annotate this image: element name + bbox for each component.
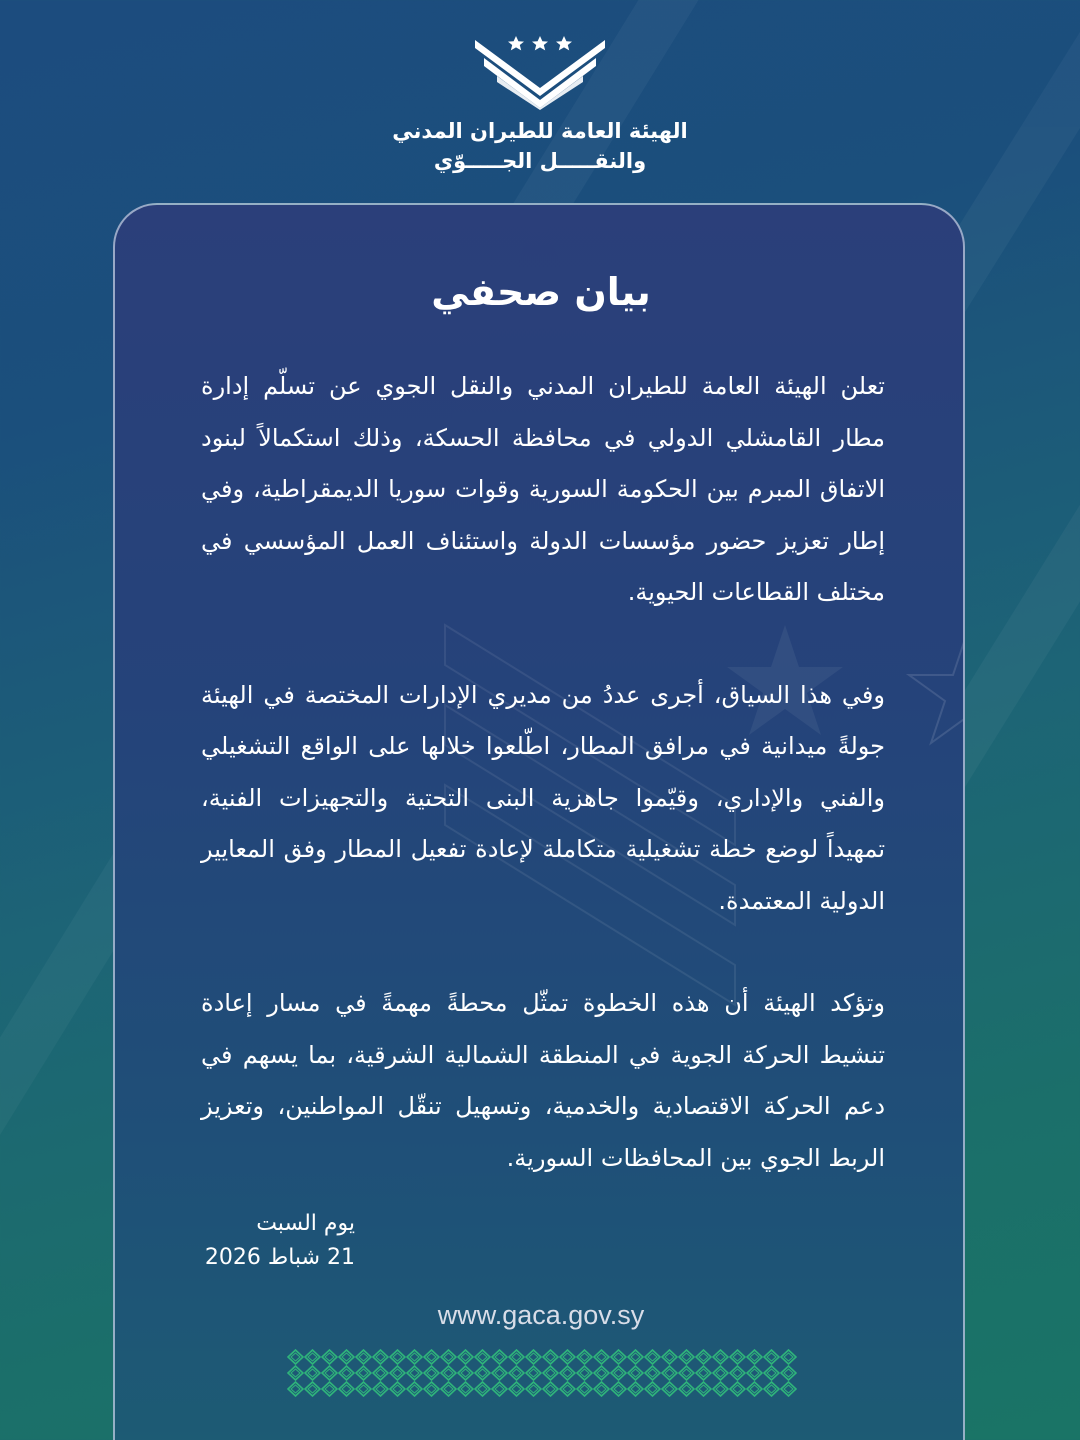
organization-name-line1: الهيئة العامة للطيران المدني [392,119,688,143]
page-title: بيان صحفي [431,270,651,314]
date-label: 21 شباط 2026 [204,1245,355,1270]
organization-name [390,116,690,176]
website-link[interactable]: www.gaca.gov.sy [437,1300,645,1330]
paragraph-1: تعلن الهيئة العامة للطيران المدني والنقل الجوي عن تسلّم إدارة مطار القامشلي الدولي في محافظة الحسكة، وذلك استكمالاً لبنود الاتفاق المبرم بين الحكومة السورية وقوات سوريا الديمقراطية، وفي إطار تعزيز حضور مؤسسات الدولة واستئناف العمل المؤسسي في مختلف القطاعات الحيوية. [201,372,885,606]
date-block [175,1207,355,1275]
statement-body [201,361,885,1184]
paragraph-2: وفي هذا السياق، أجرى عددُ من مديري الإدارات المختصة في الهيئة جولةً ميدانية في مرافق المطار، اطّلعوا خلالها على الواقع التشغيلي والفني والإداري، وقيّموا جاهزية البنى التحتية والتجهيزات الفنية، تمهيداً لوضع خطة تشغيلية متكاملة لإعادة تفعيل المطار وفق المعايير الدولية المعتمدة. [201,680,885,915]
logo [390,30,690,180]
day-label: يوم السبت [256,1211,355,1236]
press-release-card [113,203,965,1440]
decorative-pattern [287,1349,797,1399]
organization-name-line2: والنقـــــل الجـــــوّي [433,149,647,173]
paragraph-3: وتؤكد الهيئة أن هذه الخطوة تمثّل محطةً مهمةً في مسار إعادة تنشيط الحركة الجوية في المنطقة الشمالية الشرقية، بما يسهم في دعم الحركة الاقتصادية والخدمية، وتسهيل تنقّل المواطنين، وتعزيز الربط الجوي بين المحافظات السورية. [201,989,885,1172]
wings-with-three-stars-icon [470,30,610,110]
